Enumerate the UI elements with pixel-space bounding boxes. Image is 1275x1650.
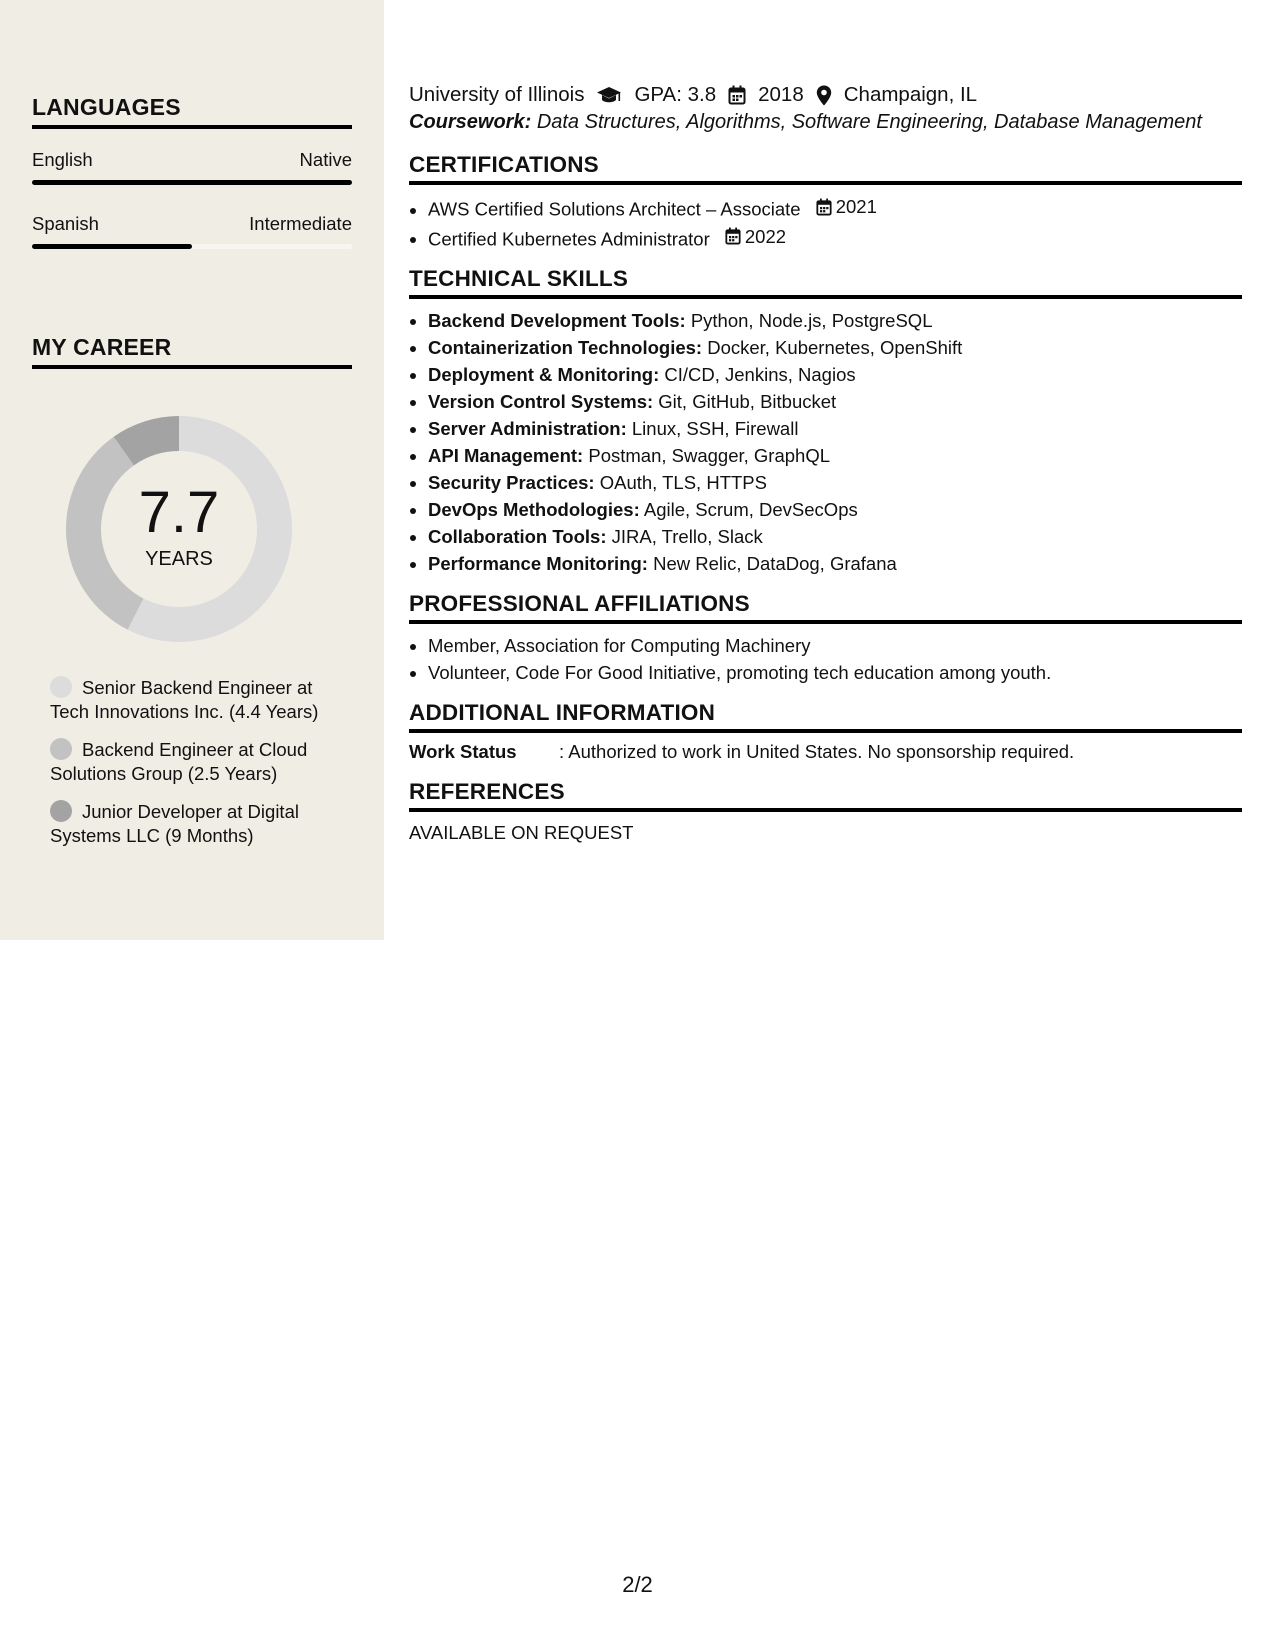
skill-values: Postman, Swagger, GraphQL xyxy=(588,445,831,466)
affiliations-section xyxy=(409,591,1242,686)
career-legend-item xyxy=(50,676,340,724)
work-status-value: : Authorized to work in United States. No sponsorship required. xyxy=(559,741,1075,762)
technical-skills-section xyxy=(409,266,1242,577)
list-item xyxy=(428,442,1242,469)
language-item-english xyxy=(32,149,352,185)
language-level: Native xyxy=(299,149,352,170)
career-total-unit: YEARS xyxy=(145,547,213,570)
skill-category: Deployment & Monitoring: xyxy=(428,364,660,385)
languages-heading: LANGUAGES xyxy=(32,94,352,129)
work-status-row xyxy=(409,741,1242,763)
coursework-label: Coursework: xyxy=(409,111,532,133)
career-legend-item xyxy=(50,738,340,786)
skill-values: Git, GitHub, Bitbucket xyxy=(658,391,837,412)
calendar-icon xyxy=(725,227,741,245)
skill-category: Server Administration: xyxy=(428,418,627,439)
skill-values: OAuth, TLS, HTTPS xyxy=(599,472,767,493)
skill-category: Version Control Systems: xyxy=(428,391,654,412)
skill-category: Backend Development Tools: xyxy=(428,310,686,331)
additional-info-section xyxy=(409,700,1242,763)
list-item xyxy=(428,550,1242,577)
list-item xyxy=(428,523,1242,550)
certifications-heading: CERTIFICATIONS xyxy=(409,152,1242,185)
location-pin-icon xyxy=(816,85,832,106)
list-item xyxy=(428,307,1242,334)
certifications-section xyxy=(409,152,1242,252)
skill-values: CI/CD, Jenkins, Nagios xyxy=(664,364,856,385)
career-legend-label: Senior Backend Engineer at Tech Innovations Inc. (4.4 Years) xyxy=(50,677,319,722)
career-heading: MY CAREER xyxy=(32,334,352,369)
coursework-line xyxy=(409,111,1242,134)
references-text: AVAILABLE ON REQUEST xyxy=(409,822,634,843)
calendar-icon xyxy=(728,85,746,105)
skill-values: Agile, Scrum, DevSecOps xyxy=(643,499,858,520)
skills-list xyxy=(409,307,1242,577)
language-item-spanish xyxy=(32,213,352,249)
career-legend-item xyxy=(50,800,340,848)
skill-values: Linux, SSH, Firewall xyxy=(631,418,799,439)
list-item xyxy=(428,223,1242,253)
list-item xyxy=(428,388,1242,415)
language-proficiency-fill xyxy=(32,244,192,249)
skill-category: Performance Monitoring: xyxy=(428,553,648,574)
career-legend-label: Backend Engineer at Cloud Solutions Group (2.5 Years) xyxy=(50,739,308,784)
references-heading: REFERENCES xyxy=(409,779,1242,812)
work-status-label: Work Status xyxy=(409,741,517,762)
list-item: • Volunteer, Code For Good Initiative, promoting tech education among youth. xyxy=(428,659,1242,686)
languages-section xyxy=(32,94,352,249)
list-item xyxy=(428,334,1242,361)
language-level: Intermediate xyxy=(249,213,352,234)
education-line xyxy=(409,80,1242,110)
main-content xyxy=(409,80,1242,844)
language-proficiency-fill xyxy=(32,180,352,185)
skill-values: New Relic, DataDog, Grafana xyxy=(653,553,897,574)
gpa: GPA: 3.8 xyxy=(634,83,717,106)
education-section xyxy=(409,80,1242,134)
career-donut-chart xyxy=(64,414,294,644)
sidebar xyxy=(0,0,384,940)
legend-dot-icon xyxy=(50,738,72,760)
language-name: Spanish xyxy=(32,213,99,234)
career-legend xyxy=(50,676,340,862)
references-section xyxy=(409,779,1242,844)
language-proficiency-bar xyxy=(32,244,352,249)
career-total-years: 7.7 xyxy=(138,479,220,545)
language-proficiency-bar xyxy=(32,180,352,185)
language-name: English xyxy=(32,149,93,170)
skill-category: Containerization Technologies: xyxy=(428,337,703,358)
certifications-list xyxy=(409,193,1242,252)
skill-category: API Management: xyxy=(428,445,584,466)
calendar-icon xyxy=(816,198,832,216)
career-legend-label: Junior Developer at Digital Systems LLC (9 Months) xyxy=(50,801,299,846)
list-item xyxy=(428,496,1242,523)
technical-skills-heading: TECHNICAL SKILLS xyxy=(409,266,1242,299)
donut-center xyxy=(64,414,294,644)
certification-year: 2022 xyxy=(744,225,787,247)
skill-values: Python, Node.js, PostgreSQL xyxy=(690,310,933,331)
list-item xyxy=(428,469,1242,496)
additional-info-heading: ADDITIONAL INFORMATION xyxy=(409,700,1242,733)
list-item xyxy=(428,415,1242,442)
affiliations-list xyxy=(409,632,1242,686)
skill-values: JIRA, Trello, Slack xyxy=(611,526,763,547)
skill-category: Collaboration Tools: xyxy=(428,526,607,547)
legend-dot-icon xyxy=(50,676,72,698)
graduation-cap-icon xyxy=(596,85,622,105)
certification-name: AWS Certified Solutions Architect – Associate xyxy=(428,198,801,220)
skill-values: Docker, Kubernetes, OpenShift xyxy=(707,337,963,358)
legend-dot-icon xyxy=(50,800,72,822)
skill-category: DevOps Methodologies: xyxy=(428,499,640,520)
graduation-year: 2018 xyxy=(758,83,804,106)
certification-year: 2021 xyxy=(835,196,877,217)
affiliations-heading: PROFESSIONAL AFFILIATIONS xyxy=(409,591,1242,624)
list-item xyxy=(428,193,1242,223)
certification-name: Certified Kubernetes Administrator xyxy=(428,228,710,249)
skill-category: Security Practices: xyxy=(428,472,595,493)
school-name: University of Illinois xyxy=(409,83,585,106)
coursework-list: Data Structures, Algorithms, Software Engineering, Database Management xyxy=(536,111,1202,133)
school-location: Champaign, IL xyxy=(843,83,978,106)
page-number: 2/2 xyxy=(622,1572,653,1597)
list-item xyxy=(428,361,1242,388)
career-section xyxy=(32,334,352,369)
list-item: • Member, Association for Computing Machinery xyxy=(428,632,1242,659)
